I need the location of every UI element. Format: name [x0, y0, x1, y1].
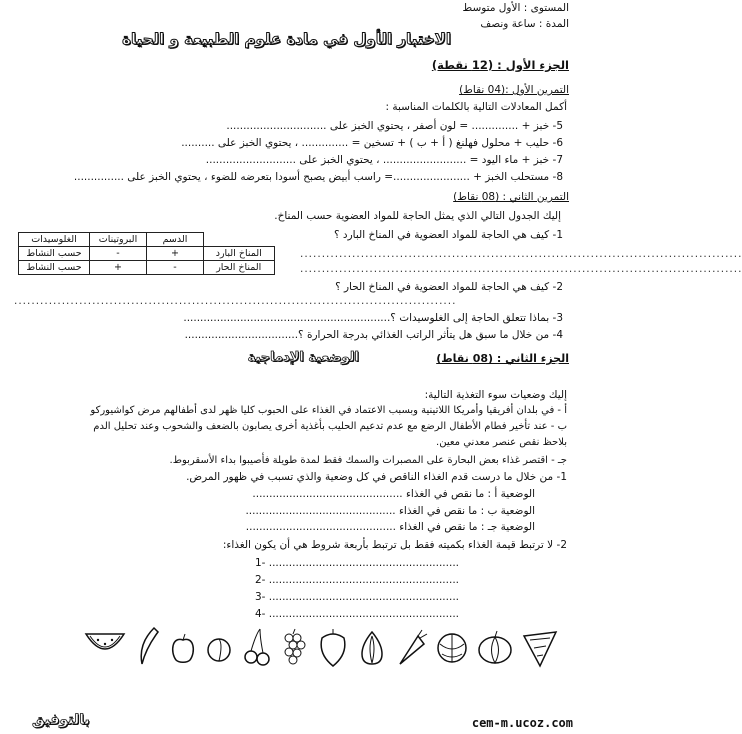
table-corner — [204, 233, 275, 247]
cabbage-icon — [434, 630, 470, 666]
situation-b-cont: بلاحظ نقص عنصر معدني معين. — [436, 437, 567, 448]
table-cell: - — [90, 247, 147, 261]
table-cell: حسب النشاط — [19, 247, 90, 261]
exercise1-line-6: 6- حليب + محلول فهلنغ ( أ + ب ) + تسخين = .............. ، يحتوي الخبز على .......... — [181, 137, 563, 149]
duration-label: المدة : ساعة ونصف — [480, 18, 569, 30]
cone-icon — [520, 628, 560, 668]
apple-icon — [168, 632, 198, 664]
pumpkin-icon — [476, 630, 514, 666]
situation-b: ب - عند تأخير فطام الأطفال الرضع مع عدم تدعيم الحليب بأغذية أخرى يصابون بالضعف والشحوب وعند تحليل الدم — [93, 421, 567, 432]
condition-1: 1- ......................................................... — [254, 557, 459, 569]
food-illustrations — [84, 626, 564, 672]
organic-needs-table — [18, 232, 275, 275]
exercise2-instruction: إليك الجدول التالي الذي يمثل الحاجة للمواد العضوية حسب المناخ. — [274, 210, 561, 222]
table-row — [19, 261, 275, 275]
part2-question-2: 2- لا ترتبط قيمة الغذاء بكميته فقط بل ترتبط بأربعة شروط هي أن يكون الغذاء: — [222, 539, 567, 551]
level-label: المستوى : الأول متوسط — [462, 2, 569, 14]
website-watermark: cem-m.ucoz.com — [471, 716, 573, 730]
part2-intro: إليك وضعيات سوء التغذية التالية: — [424, 389, 567, 401]
situation-c-answer: الوضعية جـ : ما نقص في الغذاء ............................................. — [245, 521, 535, 533]
exercise2-heading: التمرين الثاني : (08 نقاط) — [453, 191, 569, 203]
exercise1-instruction: أكمل المعادلات التالية بالكلمات المناسبة : — [385, 101, 567, 113]
watermelon-icon — [84, 630, 126, 660]
exercise1-heading: التمرين الأول :(04 نقاط) — [459, 84, 569, 96]
exercise1-line-7: 7- خبز + ماء اليود = ......................... ، يحتوي الخبز على ........................... — [205, 154, 563, 166]
answer-dots: ...................................................................................................... — [300, 263, 742, 275]
condition-3: 3- ......................................................... — [254, 591, 459, 603]
exercise1-line-5: 5- خبز + .............. = لون أصفر ، يحتوي الخبز على .............................. — [226, 120, 563, 132]
part2-heading: الجزء الثاني : (08 نقاط) — [436, 352, 569, 365]
table-cell: + — [147, 247, 204, 261]
onion-icon — [356, 630, 388, 666]
exercise2-question-4: 4- من خلال ما سبق هل يتأثر الراتب الغذائي بدرجة الحرارة ؟.................................. — [184, 329, 563, 341]
situation-b-answer: الوضعية ب : ما نقص في الغذاء ............................................. — [245, 505, 535, 517]
situation-a-answer: الوضعية أ : ما نقص في الغذاء ............................................. — [252, 488, 535, 500]
exercise1-line-8: 8- مستحلب الخبز + .......................= راسب أبيض يصبح أسودا بتعرضه للضوء ، يحتوي الخبز على ............... — [73, 171, 563, 183]
row-label: المناخ البارد — [204, 247, 275, 261]
answer-dots: ...................................................................................................... — [14, 295, 457, 307]
table-row — [19, 247, 275, 261]
situation-c: جـ - اقتصر غذاء بعض البحارة على المصبرات والسمك فقط لمدة طويلة فأصيبوا بداء الأسقربوط. — [169, 455, 567, 466]
table-cell: - — [147, 261, 204, 275]
condition-4: 4- ......................................................... — [254, 608, 459, 620]
answer-dots: ...................................................................................................... — [300, 248, 742, 260]
table-header: الدسم — [147, 233, 204, 247]
pepper-icon — [316, 628, 350, 668]
exercise2-question-3: 3- بماذا تتعلق الحاجة إلى الغلوسيدات ؟.............................................................. — [183, 312, 563, 324]
condition-2: 2- ......................................................... — [254, 574, 459, 586]
part2-question-1: 1- من خلال ما درست قدم الغذاء الناقص في كل وضعية والذي تسبب في ظهور المرض. — [186, 471, 567, 483]
table-cell: حسب النشاط — [19, 261, 90, 275]
table-header: البروتينات — [90, 233, 147, 247]
integration-situation-title: الوضعية الإدماجية — [247, 350, 359, 365]
good-luck-text: بالتوفيق — [32, 712, 90, 728]
situation-a: أ - في بلدان أفريقيا وأمريكا اللاتينية وبسبب الاعتماد في الغذاء على الحبوب كليا ظهر لدى أطفالهم مرض كواشيوركو — [90, 405, 567, 416]
exam-title: الاختبار الأول في مادة علوم الطبيعة و الحياة — [122, 30, 451, 48]
part1-heading: الجزء الأول : (12 نقطة) — [431, 58, 569, 72]
banana-icon — [134, 626, 160, 666]
carrot-icon — [394, 628, 428, 668]
exercise2-question-2: 2- كيف هي الحاجة للمواد العضوية في المناخ الحار ؟ — [335, 281, 563, 293]
grapes-icon — [280, 628, 310, 668]
row-label: المناخ الحار — [204, 261, 275, 275]
plum-icon — [204, 634, 234, 664]
exercise2-question-1: 1- كيف هي الحاجة للمواد العضوية في المناخ البارد ؟ — [334, 229, 563, 241]
table-cell: + — [90, 261, 147, 275]
table-header: الغلوسيدات — [19, 233, 90, 247]
cherries-icon — [242, 626, 272, 666]
